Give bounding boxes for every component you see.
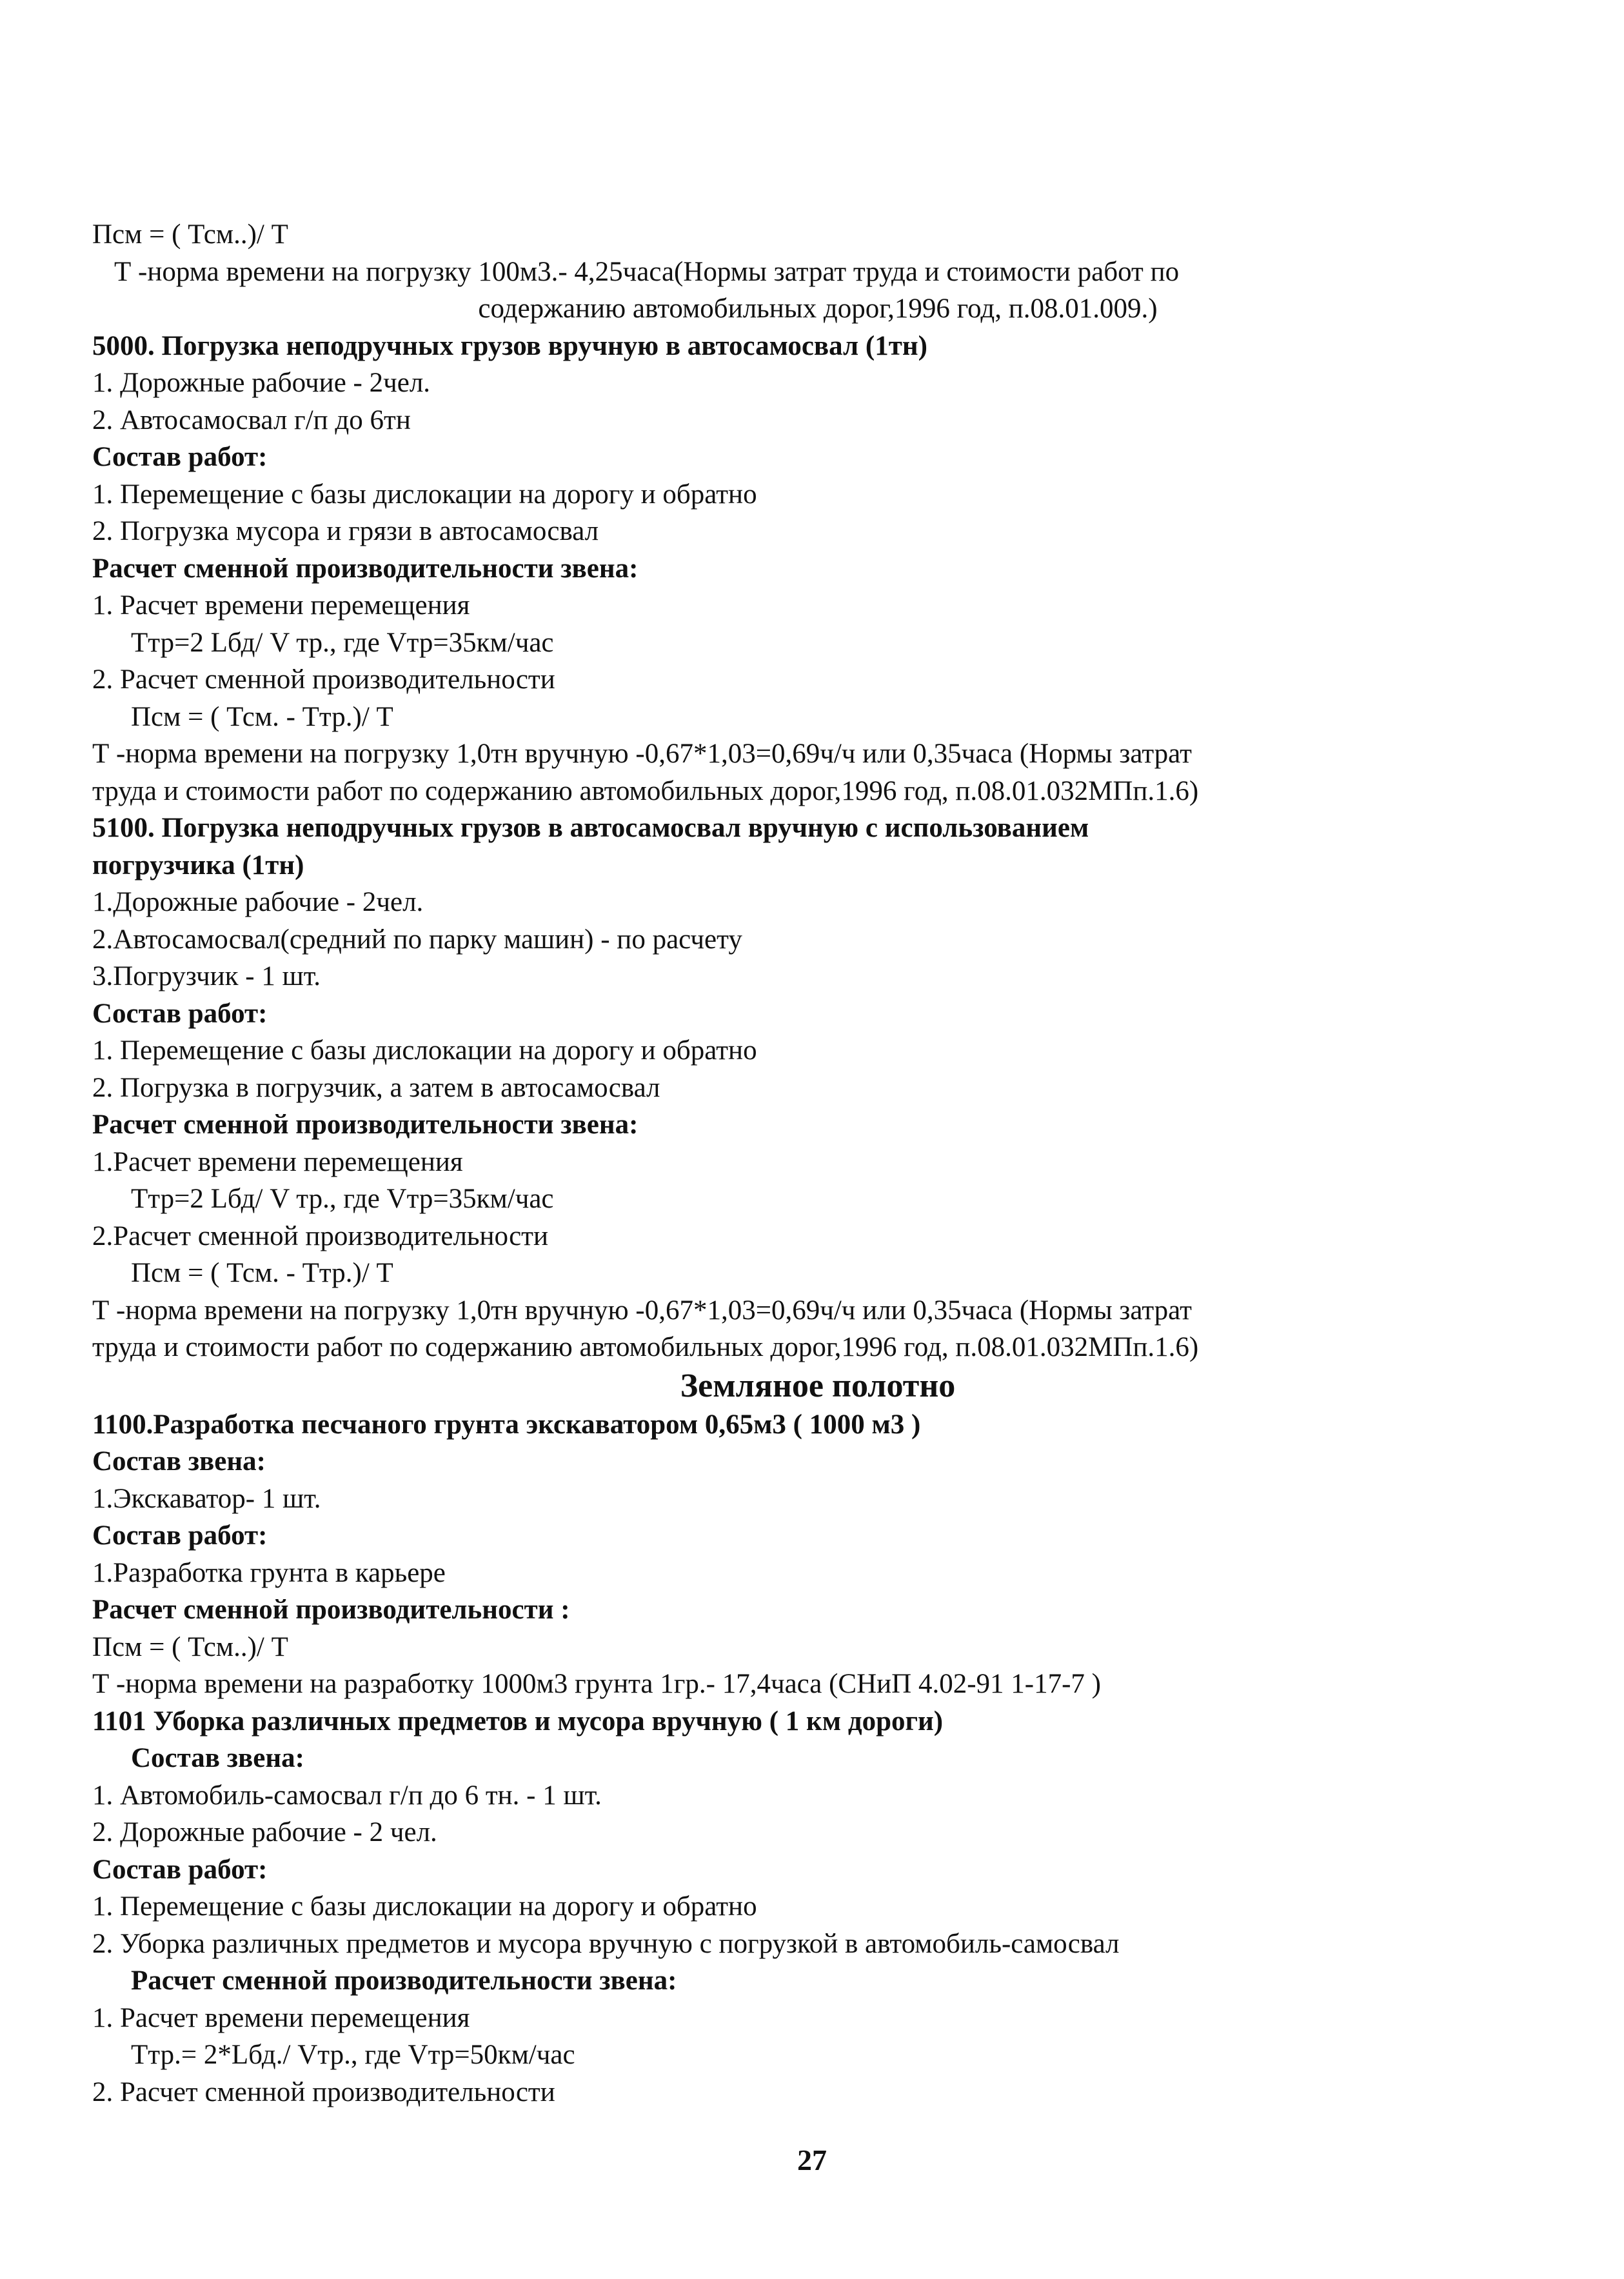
text-line: Т -норма времени на разработку 1000м3 грунта 1гр.- 17,4часа (СНиП 4.02-91 1-17-7 ): [92, 1669, 1101, 1699]
list-item: 1. Перемещение с базы дислокации на дорогу и обратно: [92, 1035, 757, 1066]
text-line: труда и стоимости работ по содержанию автомобильных дорог,1996 год, п.08.01.032МПп.1.6): [92, 775, 1199, 806]
subsection-heading: Состав работ:: [92, 442, 268, 472]
list-item: 2. Автосамосвал г/п до 6тн: [92, 404, 411, 435]
list-item: 2. Погрузка мусора и грязи в автосамосвал: [92, 516, 599, 546]
document-body: [92, 216, 1543, 2111]
list-item: 1. Перемещение с базы дислокации на дорогу и обратно: [92, 1891, 757, 1922]
subsection-heading: Состав звена:: [92, 1446, 266, 1477]
section-heading: 1100.Разработка песчаного грунта экскаватором 0,65м3 ( 1000 м3 ): [92, 1409, 921, 1440]
list-item: 2. Расчет сменной производительности: [92, 664, 555, 695]
text-line: труда и стоимости работ по содержанию автомобильных дорог,1996 год, п.08.01.032МПп.1.6): [92, 1332, 1199, 1362]
list-item: 1. Автомобиль-самосвал г/п до 6 тн. - 1 шт.: [92, 1780, 602, 1811]
text-line: содержанию автомобильных дорог,1996 год, п.08.01.009.): [478, 294, 1158, 324]
list-item: 2.Автосамосвал(средний по парку машин) - по расчету: [92, 924, 742, 955]
subsection-heading: Расчет сменной производительности звена:: [92, 553, 639, 584]
list-item: 1.Экскаватор- 1 шт.: [92, 1483, 321, 1514]
section-heading: 5000. Погрузка неподручных грузов вручную в автосамосвал (1тн): [92, 330, 927, 361]
list-item: 2. Уборка различных предметов и мусора вручную с погрузкой в автомобиль-самосвал: [92, 1928, 1120, 1959]
list-item: 2. Погрузка в погрузчик, а затем в автосамосвал: [92, 1072, 660, 1103]
text-line: Т -норма времени на погрузку 1,0тн вручную -0,67*1,03=0,69ч/ч или 0,35часа (Нормы затрат: [92, 739, 1192, 769]
list-item: 1.Разработка грунта в карьере: [92, 1557, 446, 1588]
formula-line: Псм = ( Тсм..)/ Т: [92, 219, 288, 250]
formula-line: Ттр.= 2*Lбд./ Vтр., где Vтр=50км/час: [131, 2040, 575, 2070]
list-item: 2.Расчет сменной производительности: [92, 1220, 548, 1251]
section-heading: 5100. Погрузка неподручных грузов в автосамосвал вручную с использованием: [92, 813, 1089, 843]
list-item: 1. Расчет времени перемещения: [92, 2002, 470, 2033]
formula-line: Псм = ( Тсм..)/ Т: [92, 1631, 288, 1662]
list-item: 1. Дорожные рабочие - 2чел.: [92, 368, 431, 398]
subsection-heading: Состав звена:: [131, 1743, 304, 1773]
chapter-heading: Земляное полотно: [680, 1367, 956, 1404]
list-item: 2. Дорожные рабочие - 2 чел.: [92, 1817, 437, 1847]
subsection-heading: Расчет сменной производительности звена:: [92, 1110, 639, 1140]
list-item: 3.Погрузчик - 1 шт.: [92, 961, 321, 991]
list-item: 1. Расчет времени перемещения: [92, 590, 470, 621]
list-item: 1. Перемещение с базы дислокации на дорогу и обратно: [92, 479, 757, 510]
formula-line: Ттр=2 Lбд/ V тр., где Vтр=35км/час: [131, 627, 554, 658]
list-item: 2. Расчет сменной производительности: [92, 2076, 555, 2107]
text-line: Т -норма времени на погрузку 1,0тн вручную -0,67*1,03=0,69ч/ч или 0,35часа (Нормы затрат: [92, 1295, 1192, 1326]
subsection-heading: Расчет сменной производительности звена:: [131, 1966, 677, 1996]
subsection-heading: Состав работ:: [92, 998, 268, 1029]
list-item: 1.Дорожные рабочие - 2чел.: [92, 887, 424, 917]
subsection-heading: Расчет сменной производительности :: [92, 1595, 570, 1625]
list-item: 1.Расчет времени перемещения: [92, 1146, 463, 1177]
text-line: Т -норма времени на погрузку 100м3.- 4,25часа(Нормы затрат труда и стоимости работ по: [114, 256, 1180, 287]
formula-line: Псм = ( Тсм. - Ттр.)/ Т: [131, 1258, 393, 1288]
section-heading: погрузчика (1тн): [92, 850, 304, 881]
formula-line: Псм = ( Тсм. - Ттр.)/ Т: [131, 701, 393, 732]
formula-line: Ттр=2 Lбд/ V тр., где Vтр=35км/час: [131, 1184, 554, 1214]
subsection-heading: Состав работ:: [92, 1854, 268, 1885]
section-heading: 1101 Уборка различных предметов и мусора вручную ( 1 км дороги): [92, 1706, 944, 1737]
subsection-heading: Состав работ:: [92, 1520, 268, 1551]
page-number: 27: [797, 2144, 827, 2176]
